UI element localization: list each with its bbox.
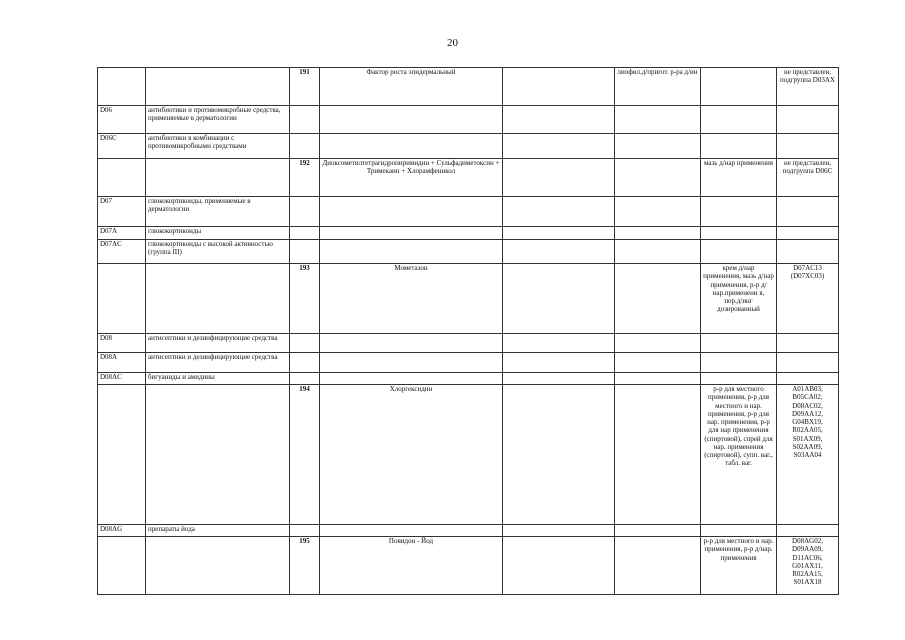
empty-cell — [503, 159, 615, 197]
table-row — [98, 537, 839, 595]
dosage-form-cell — [615, 385, 701, 525]
dosage-form-cell — [615, 227, 701, 240]
empty-cell — [503, 353, 615, 373]
table-row — [98, 106, 839, 134]
empty-cell — [503, 373, 615, 385]
dosage-form-cell — [615, 353, 701, 373]
drug-name-cell: Фактор роста эпидермальный — [320, 68, 503, 106]
atc-code-cell: D07AC — [98, 240, 146, 264]
item-number-cell — [290, 240, 320, 264]
note-cell — [777, 134, 839, 159]
note-cell: D08AG02, D09AA09, D11AC06, G01AX11, R02AA15, S01AX18 — [777, 537, 839, 595]
drug-name-cell — [320, 134, 503, 159]
item-number-cell — [290, 134, 320, 159]
item-number-cell: 193 — [290, 264, 320, 334]
note-cell — [777, 106, 839, 134]
atc-group-cell — [146, 385, 290, 525]
note-cell — [777, 197, 839, 227]
drug-name-cell — [320, 525, 503, 537]
atc-code-cell — [98, 159, 146, 197]
atc-code-cell: D08AC — [98, 373, 146, 385]
dosage-form-cell-2 — [701, 197, 777, 227]
atc-code-cell: D08AG — [98, 525, 146, 537]
note-cell — [777, 373, 839, 385]
item-number-cell — [290, 227, 320, 240]
drug-name-cell — [320, 227, 503, 240]
drug-name-cell — [320, 373, 503, 385]
atc-code-cell: D07 — [98, 197, 146, 227]
empty-cell — [503, 240, 615, 264]
item-number-cell: 195 — [290, 537, 320, 595]
dosage-form-cell — [615, 197, 701, 227]
dosage-form-cell-2 — [701, 373, 777, 385]
atc-code-cell: D08A — [98, 353, 146, 373]
item-number-cell: 192 — [290, 159, 320, 197]
table-row — [98, 240, 839, 264]
atc-group-cell — [146, 159, 290, 197]
item-number-cell — [290, 373, 320, 385]
empty-cell — [503, 537, 615, 595]
note-cell: D07AC13 (D07XC03) — [777, 264, 839, 334]
atc-group-cell: антисептики и дезинфицирующие средства — [146, 353, 290, 373]
item-number-cell — [290, 353, 320, 373]
note-cell — [777, 334, 839, 353]
empty-cell — [503, 106, 615, 134]
dosage-form-cell — [615, 264, 701, 334]
dosage-form-cell-2 — [701, 227, 777, 240]
table-row — [98, 525, 839, 537]
drug-name-cell: Хлоргексидин — [320, 385, 503, 525]
atc-code-cell — [98, 385, 146, 525]
dosage-form-cell-2 — [701, 68, 777, 106]
dosage-form-cell — [615, 240, 701, 264]
table-row — [98, 159, 839, 197]
atc-group-cell: бигуаниды и амидины — [146, 373, 290, 385]
dosage-form-cell-2: р-р для местного применения, р-р для местного и нар. применения, р-р для нар. применения, р-р для нар применения (спиртовой), спрей для нар. применения (спиртовой), супп. ваг., табл. ваг. — [701, 385, 777, 525]
note-cell: не представлен, подгруппа D06C — [777, 159, 839, 197]
dosage-form-cell-2 — [701, 134, 777, 159]
dosage-form-cell-2 — [701, 334, 777, 353]
drug-name-cell: Повидон - Йод — [320, 537, 503, 595]
empty-cell — [503, 264, 615, 334]
empty-cell — [503, 68, 615, 106]
table-row — [98, 353, 839, 373]
dosage-form-cell-2 — [701, 353, 777, 373]
drug-name-cell: Мометазон — [320, 264, 503, 334]
item-number-cell — [290, 106, 320, 134]
dosage-form-cell — [615, 106, 701, 134]
note-cell — [777, 240, 839, 264]
dosage-form-cell-2 — [701, 240, 777, 264]
atc-code-cell — [98, 68, 146, 106]
empty-cell — [503, 525, 615, 537]
table-row — [98, 197, 839, 227]
empty-cell — [503, 197, 615, 227]
note-cell: не представлен, подгруппа D03AX — [777, 68, 839, 106]
dosage-form-cell-2: мазь д/нар применения — [701, 159, 777, 197]
table-row — [98, 227, 839, 240]
note-cell — [777, 227, 839, 240]
atc-code-cell: D06 — [98, 106, 146, 134]
note-cell — [777, 525, 839, 537]
dosage-form-cell-2 — [701, 106, 777, 134]
atc-code-cell — [98, 264, 146, 334]
dosage-form-cell — [615, 334, 701, 353]
atc-group-cell — [146, 264, 290, 334]
dosage-form-cell — [615, 537, 701, 595]
empty-cell — [503, 334, 615, 353]
note-cell — [777, 353, 839, 373]
atc-group-cell — [146, 537, 290, 595]
drug-name-cell — [320, 353, 503, 373]
dosage-form-cell-2: крем д/нар применения, мазь д/нар применения, р-р д/нар.применени я, пор.д/инг дозированный — [701, 264, 777, 334]
note-cell: A01AB03, B05CA02, D08AC02, D09AA12, G04BX19, R02AA05, S01AX09, S02AA09, S03AA04 — [777, 385, 839, 525]
table-row — [98, 334, 839, 353]
atc-group-cell: глюкокортикоиды, применяемые в дерматологии — [146, 197, 290, 227]
atc-code-cell: D06C — [98, 134, 146, 159]
table-row — [98, 68, 839, 106]
empty-cell — [503, 385, 615, 525]
atc-code-cell: D08 — [98, 334, 146, 353]
dosage-form-cell-2 — [701, 525, 777, 537]
atc-group-cell: антибиотики и противомикробные средства, применяемые в дерматологии — [146, 106, 290, 134]
atc-group-cell: препараты йода — [146, 525, 290, 537]
dosage-form-cell — [615, 134, 701, 159]
empty-cell — [503, 227, 615, 240]
drug-name-cell: Диоксометилтетрагидропиримидин + Сульфадиметоксин + Тримекаин + Хлорамфеникол — [320, 159, 503, 197]
table-body — [98, 68, 839, 595]
drug-name-cell — [320, 197, 503, 227]
table-row — [98, 385, 839, 525]
table-row — [98, 134, 839, 159]
empty-cell — [503, 134, 615, 159]
atc-code-cell — [98, 537, 146, 595]
dosage-form-cell-2: р-р для местного и нар. применения, р-р д/нар. применения — [701, 537, 777, 595]
item-number-cell: 191 — [290, 68, 320, 106]
page-number: 20 — [447, 37, 458, 49]
atc-group-cell: антибиотики в комбинации с противомикробными средствами — [146, 134, 290, 159]
item-number-cell — [290, 197, 320, 227]
atc-group-cell: глюкокортикоиды с высокой активностью (группа III) — [146, 240, 290, 264]
table-row — [98, 373, 839, 385]
dosage-form-cell — [615, 373, 701, 385]
atc-code-cell: D07A — [98, 227, 146, 240]
dosage-form-cell: лиофил.д/пригот. р-ра д/ин — [615, 68, 701, 106]
atc-group-cell: глюкокортикоиды — [146, 227, 290, 240]
drug-classification-table — [97, 67, 839, 595]
item-number-cell — [290, 525, 320, 537]
dosage-form-cell — [615, 159, 701, 197]
dosage-form-cell — [615, 525, 701, 537]
drug-name-cell — [320, 240, 503, 264]
drug-name-cell — [320, 106, 503, 134]
item-number-cell — [290, 334, 320, 353]
table-row — [98, 264, 839, 334]
item-number-cell: 194 — [290, 385, 320, 525]
drug-name-cell — [320, 334, 503, 353]
atc-group-cell — [146, 68, 290, 106]
atc-group-cell: антисептики и дезинфицирующие средства — [146, 334, 290, 353]
